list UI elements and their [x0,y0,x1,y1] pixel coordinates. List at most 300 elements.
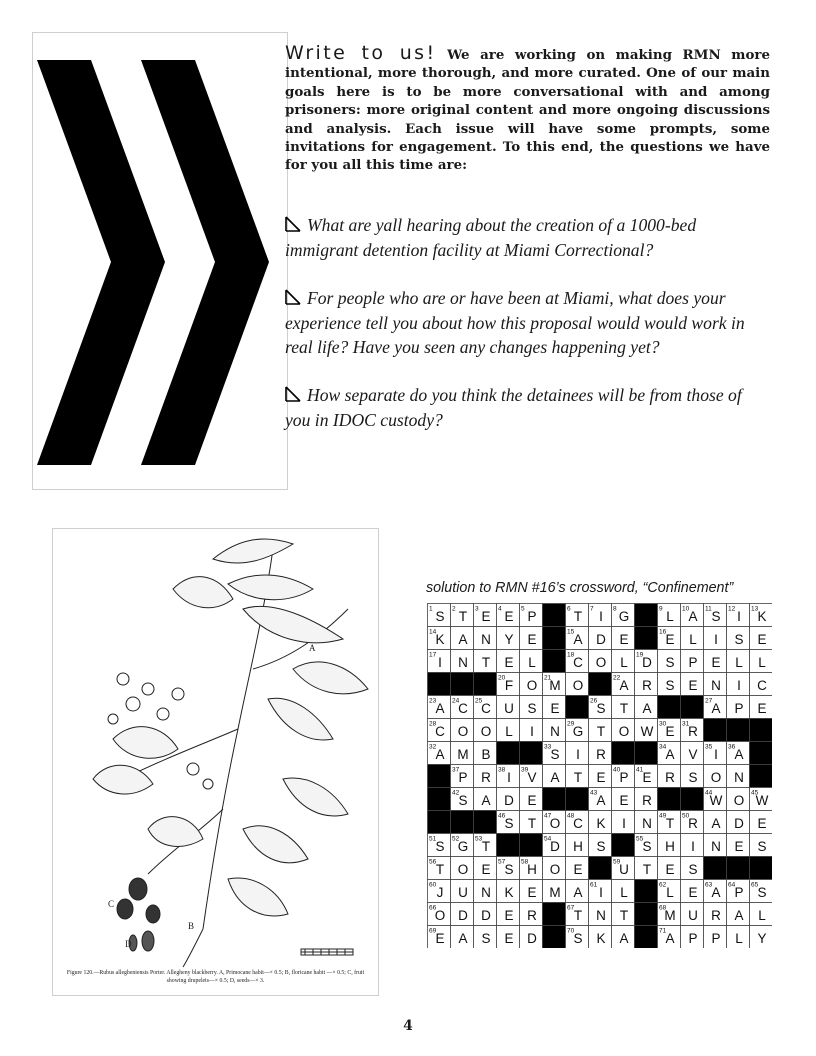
clue-number: 70 [567,927,575,935]
clue-number: 26 [590,697,598,705]
crossword-letter: E [734,839,744,854]
clue-number: 10 [682,605,690,613]
clue-number: 65 [751,881,759,889]
clue-number: 32 [429,743,437,751]
crossword-letter: S [688,862,698,877]
crossword-letter: E [665,862,675,877]
clue-number: 46 [498,812,506,820]
crossword-letter: E [757,816,767,831]
clue-number: 61 [590,881,598,889]
clue-number: 2 [452,605,456,613]
crossword-letter: D [481,908,491,923]
clue-number: 35 [705,743,713,751]
label-b: B [188,921,195,931]
crossword-block [658,696,681,719]
clue-number: 17 [429,651,437,659]
crossword-letter: C [481,701,491,716]
crossword-letter: I [737,678,741,693]
crossword-letter: I [714,747,718,762]
crossword-block [451,673,474,696]
crossword-letter: T [527,816,537,831]
crossword-letter: W [640,724,654,739]
crossword-letter: I [507,770,511,785]
clue-number: 58 [521,858,529,866]
crossword-letter: S [665,678,675,693]
crossword-letter: R [481,770,491,785]
crossword-letter: S [550,747,560,762]
crossword-letter: N [481,885,491,900]
crossword-block [428,765,451,788]
label-d: D [125,939,132,949]
clue-number: 15 [567,628,575,636]
clue-number: 8 [613,605,617,613]
crossword-letter: A [734,908,744,923]
crossword-letter: P [688,931,698,946]
crossword-block [428,673,451,696]
crossword-letter: E [504,655,514,670]
crossword-letter: N [596,908,606,923]
crossword-letter: S [642,839,652,854]
crossword-letter: I [438,655,442,670]
crossword-letter: T [665,816,675,831]
crossword-letter: O [549,862,561,877]
clue-number: 28 [429,720,437,728]
crossword-letter: A [711,885,721,900]
clue-number: 23 [429,697,437,705]
crossword-title: solution to RMN #16’s crossword, “Confinement” [426,580,734,596]
crossword-letter: N [711,839,721,854]
crossword-letter: E [619,632,629,647]
crossword-block [681,696,704,719]
crossword-letter: E [481,862,491,877]
crossword-letter: A [711,701,721,716]
crossword-letter: O [434,908,446,923]
clue-number: 34 [659,743,667,751]
crossword-letter: R [642,793,652,808]
crossword-letter: P [734,885,744,900]
crossword-letter: T [573,908,583,923]
clue-number: 52 [452,835,460,843]
clue-number: 33 [544,743,552,751]
crossword-block [566,696,589,719]
crossword-letter: N [458,655,468,670]
clue-number: 3 [475,605,479,613]
crossword-letter: A [573,632,583,647]
clue-number: 45 [751,789,759,797]
crossword-letter: D [642,655,652,670]
crossword-letter: E [642,770,652,785]
crossword-letter: T [481,839,491,854]
clue-number: 57 [498,858,506,866]
crossword-block [497,834,520,857]
crossword-letter: J [436,885,444,900]
crossword-block [750,857,773,880]
clue-number: 40 [613,766,621,774]
crossword-letter: O [457,862,469,877]
crossword-block [520,834,543,857]
crossword-letter: T [458,609,468,624]
crossword-letter: R [642,678,652,693]
clue-number: 4 [498,605,502,613]
crossword-letter: P [734,701,744,716]
crossword-letter: E [573,862,583,877]
crossword-letter: S [573,931,583,946]
crossword-letter: A [734,747,744,762]
crossword-letter: S [757,839,767,854]
crossword-letter: E [504,609,514,624]
crossword-block [635,880,658,903]
clue-number: 30 [659,720,667,728]
crossword-letter: U [458,885,468,900]
clue-number: 56 [429,858,437,866]
clue-number: 31 [682,720,690,728]
clue-number: 14 [429,628,437,636]
crossword-letter: E [619,793,629,808]
crossword-block [635,742,658,765]
clue-number: 66 [429,904,437,912]
crossword-letter: O [480,724,492,739]
crossword-letter: O [549,816,561,831]
crossword-letter: K [435,632,445,647]
bullet-corner-icon [285,386,301,402]
crossword-letter: A [642,701,652,716]
crossword-block [543,926,566,949]
crossword-block [543,650,566,673]
clue-number: 37 [452,766,460,774]
crossword-letter: T [642,862,652,877]
crossword-letter: N [734,770,744,785]
crossword-letter: O [457,724,469,739]
crossword-letter: E [665,724,675,739]
crossword-letter: U [504,701,514,716]
crossword-letter: S [481,931,491,946]
crossword-letter: E [527,793,537,808]
crossword-letter: S [665,655,675,670]
crossword-letter: H [527,862,537,877]
crossword-letter: E [550,701,560,716]
crossword-block [428,811,451,834]
crossword-letter: N [481,632,491,647]
question-2-text: For people who are or have been at Miami, what does your experience tell you about how this proposal would would work in real life? Have you seen any changes happening yet? [285,288,745,357]
chevron-graphic [32,32,288,490]
clue-number: 29 [567,720,575,728]
crossword-letter: O [710,770,722,785]
clue-number: 6 [567,605,571,613]
crossword-letter: M [457,747,469,762]
question-3-text: How separate do you think the detainees will be from those of you in IDOC custody? [285,385,742,430]
crossword-letter: D [458,908,468,923]
crossword-letter: A [550,770,560,785]
crossword-grid [427,603,772,948]
crossword-letter: T [573,609,583,624]
crossword-block [566,788,589,811]
crossword-letter: A [665,747,675,762]
crossword-letter: R [596,747,606,762]
clue-number: 54 [544,835,552,843]
crossword-letter: S [458,793,468,808]
crossword-block [635,926,658,949]
clue-number: 43 [590,789,598,797]
clue-number: 38 [498,766,506,774]
crossword-block [520,742,543,765]
question-1 [285,213,770,262]
crossword-letter: R [688,724,698,739]
crossword-block [681,788,704,811]
crossword-letter: G [457,839,469,854]
label-a: A [309,643,316,653]
crossword-letter: A [458,632,468,647]
bullet-corner-icon [285,216,301,232]
crossword-letter: A [619,931,629,946]
clue-number: 41 [636,766,644,774]
clue-number: 27 [705,697,713,705]
crossword-letter: I [599,609,603,624]
crossword-block [543,788,566,811]
crossword-letter: U [619,862,629,877]
crossword-letter: F [504,678,514,693]
crossword-block [474,673,497,696]
clue-number: 50 [682,812,690,820]
crossword-letter: E [435,931,445,946]
crossword-letter: I [714,632,718,647]
crossword-letter: R [711,908,721,923]
crossword-letter: I [530,724,534,739]
crossword-letter: S [435,839,445,854]
crossword-letter: O [595,655,607,670]
crossword-letter: A [481,793,491,808]
crossword-letter: C [573,655,583,670]
crossword-block [543,604,566,627]
clue-number: 5 [521,605,525,613]
clue-number: 25 [475,697,483,705]
crossword-block [497,742,520,765]
clue-number: 63 [705,881,713,889]
clue-number: 55 [636,835,644,843]
crossword-letter: L [620,885,628,900]
crossword-block [612,834,635,857]
crossword-block [543,903,566,926]
clue-number: 68 [659,904,667,912]
clue-number: 53 [475,835,483,843]
crossword-letter: L [689,632,697,647]
crossword-letter: A [688,609,698,624]
clue-number: 24 [452,697,460,705]
clue-number: 48 [567,812,575,820]
double-chevron-icon [33,33,289,491]
crossword-letter: N [550,724,560,739]
crossword-block [543,627,566,650]
crossword-letter: Y [757,931,767,946]
crossword-letter: I [576,747,580,762]
crossword-block [474,811,497,834]
crossword-letter: E [665,632,675,647]
question-2 [285,286,770,360]
crossword-letter: M [549,678,561,693]
crossword-block [589,673,612,696]
crossword-letter: P [458,770,468,785]
crossword-letter: H [665,839,675,854]
crossword-block [428,788,451,811]
crossword-letter: L [528,655,536,670]
crossword-letter: W [709,793,723,808]
clue-number: 59 [613,858,621,866]
crossword-letter: C [458,701,468,716]
clue-number: 11 [705,605,712,613]
crossword-letter: A [435,701,445,716]
crossword-letter: A [458,931,468,946]
crossword-block [704,857,727,880]
crossword-letter: D [596,632,606,647]
crossword-letter: D [550,839,560,854]
clue-number: 69 [429,927,437,935]
clue-number: 67 [567,904,575,912]
crossword-letter: I [599,885,603,900]
crossword-letter: K [596,816,606,831]
clue-number: 49 [659,812,667,820]
crossword-letter: R [527,908,537,923]
crossword-letter: S [504,816,514,831]
clue-number: 44 [705,789,713,797]
clue-number: 9 [659,605,663,613]
crossword-block [704,719,727,742]
crossword-letter: P [619,770,629,785]
crossword-letter: D [527,931,537,946]
page-number: 4 [403,1018,413,1034]
crossword-letter: P [527,609,537,624]
crossword-letter: L [666,885,674,900]
clue-number: 60 [429,881,437,889]
crossword-letter: G [618,609,630,624]
crossword-block [658,788,681,811]
crossword-letter: S [435,609,445,624]
crossword-letter: O [733,793,745,808]
crossword-letter: O [526,678,538,693]
crossword-letter: S [757,885,767,900]
crossword-block [612,742,635,765]
crossword-letter: D [504,793,514,808]
crossword-letter: S [734,632,744,647]
crossword-block [750,742,773,765]
clue-number: 19 [636,651,644,659]
clue-number: 42 [452,789,460,797]
crossword-letter: R [665,770,675,785]
label-c: C [108,899,115,909]
clue-number: 62 [659,881,667,889]
crossword-letter: S [527,701,537,716]
clue-number: 13 [751,605,759,613]
crossword-letter: C [435,724,445,739]
clue-number: 51 [429,835,437,843]
crossword-letter: V [527,770,537,785]
clue-number: 64 [728,881,736,889]
crossword-letter: E [527,885,537,900]
crossword-letter: A [573,885,583,900]
crossword-letter: M [664,908,676,923]
crossword-letter: G [572,724,584,739]
crossword-block [451,811,474,834]
clue-number: 12 [728,605,736,613]
question-3 [285,383,770,432]
crossword-block [727,857,750,880]
crossword-letter: E [757,632,767,647]
crossword-letter: B [481,747,491,762]
crossword-letter: H [573,839,583,854]
crossword-letter: P [711,931,721,946]
crossword-letter: W [755,793,769,808]
crossword-letter: P [688,655,698,670]
crossword-letter: E [504,908,514,923]
crossword-letter: T [619,701,629,716]
crossword-letter: L [666,609,674,624]
crossword-letter: S [688,770,698,785]
crossword-letter: A [435,747,445,762]
crossword-letter: K [757,609,767,624]
crossword-letter: T [619,908,629,923]
crossword-letter: N [711,678,721,693]
crossword-letter: A [619,678,629,693]
clue-number: 20 [498,674,506,682]
crossword-letter: S [596,701,606,716]
question-1-text: What are yall hearing about the creation of a 1000-bed immigrant detention facility at Miami Correctional? [285,215,697,260]
clue-number: 7 [590,605,594,613]
clue-number: 18 [567,651,575,659]
crossword-letter: Y [504,632,514,647]
crossword-letter: N [642,816,652,831]
clue-number: 36 [728,743,736,751]
crossword-letter: L [505,724,513,739]
crossword-letter: E [596,770,606,785]
intro-paragraph [285,44,770,175]
bullet-corner-icon [285,289,301,305]
intro-body: We are working on making RMN more intentional, more thorough, and more curated. One of our main goals here is to be more conversational with and among prisoners: more original content and more ongoing discussions and analysis. Each issue will have some prompts, some invitations for engagement. To this end, the questions we have for you all this time are: [285,47,770,174]
crossword-letter: I [737,609,741,624]
crossword-letter: R [688,816,698,831]
crossword-letter: K [504,885,514,900]
crossword-letter: M [549,885,561,900]
crossword-letter: L [735,931,743,946]
crossword-block [635,604,658,627]
crossword-letter: A [665,931,675,946]
crossword-letter: E [481,609,491,624]
intro-heading: Write to us! [285,42,437,64]
crossword-letter: E [527,632,537,647]
crossword-letter: T [481,655,491,670]
crossword-letter: L [758,908,766,923]
crossword-block [750,719,773,742]
crossword-letter: S [504,862,514,877]
clue-number: 16 [659,628,667,636]
crossword-letter: A [596,793,606,808]
clue-number: 71 [659,927,667,935]
crossword-letter: L [735,655,743,670]
crossword-letter: D [734,816,744,831]
crossword-block [727,719,750,742]
crossword-letter: U [688,908,698,923]
clue-number: 21 [544,674,552,682]
clue-number: 22 [613,674,621,682]
crossword-letter: C [757,678,767,693]
crossword-letter: K [596,931,606,946]
crossword-letter: O [618,724,630,739]
crossword-letter: E [688,885,698,900]
illustration-caption: Figure 120.—Rubus allegheniensis Porter. Allegheny blackberry. A, Primocane habit—× 0.5; B, floricane habit —× 0.5; C, fruit showing drupelets—× 0.5; D, seeds—× 3. [66,970,365,984]
crossword-letter: I [622,816,626,831]
crossword-letter: V [688,747,698,762]
crossword-block [750,765,773,788]
crossword-letter: C [573,816,583,831]
crossword-block [635,903,658,926]
crossword-letter: L [620,655,628,670]
